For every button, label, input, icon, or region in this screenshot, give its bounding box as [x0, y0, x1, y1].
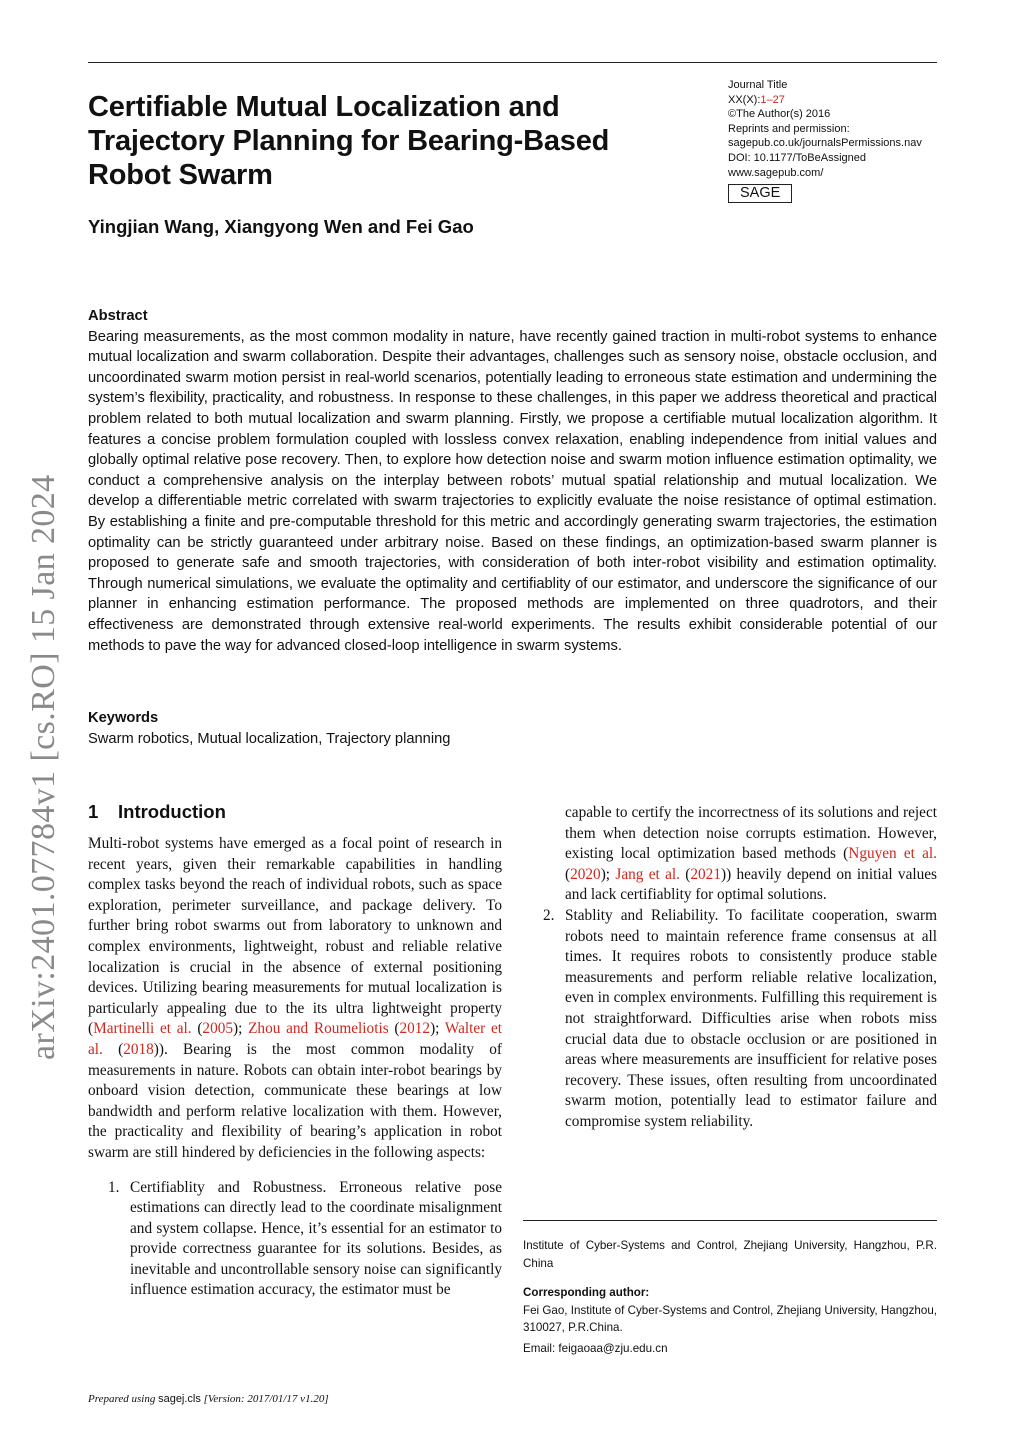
citation-link[interactable]: Jang et al. [615, 865, 680, 883]
list-item-text: Stablity and Reliability. To facilitate cooperation, swarm robots need to maintain reference frame consensus at all times. It requires robots to consistently produce stable measurements and perform reliable relative localization, even in complex environments. Fulfilling this requirement is not straightforward. Difficulties arise when robots miss crucial data due to obstacle occlusion or are positioned in areas where measurements are insufficient for relative poses recovery. These issues, often resulting from uncoordinated swarm motion, potentially lead to estimator failure and compromise system reliability. [565, 906, 937, 1130]
journal-website: www.sagepub.com/ [728, 166, 824, 179]
corresponding-author-email: Email: feigaoaa@zju.edu.cn [523, 1341, 668, 1355]
right-column [523, 803, 937, 1133]
list-marker: 1. [108, 1178, 120, 1196]
list-item-text-part2: ) heavily depend on initial values and lack certifiablity for optimal solutions. [565, 865, 938, 904]
footer-prepared [88, 1393, 329, 1405]
citation-year-link[interactable]: 2005 [202, 1020, 234, 1038]
keywords-section [88, 708, 937, 749]
citation-link[interactable]: Zhou and Roumeliotis [248, 1020, 389, 1038]
deficiency-list-continued [523, 803, 937, 1133]
header-rule [88, 62, 937, 63]
intro-text-part1: Multi-robot systems have emerged as a focal point of research in recent years, given their remarkable capabilities in handling complex tasks beyond the reach of individual robots, such as space exploration, perimeter surveillance, and package delivery. To further bring robot swarms out from laboratory to unknown and complex environments, lightweight, robust and reliable relative localization is crucial in the absence of external positioning devices. Utilizing bearing measurements for mutual localization is particularly appealing due to the its ultra lightweight property ( [88, 835, 502, 1038]
arxiv-stamp: arXiv:2401.07784v1 [cs.RO] 15 Jan 2024 [25, 474, 62, 1060]
journal-name: Journal Title [728, 79, 788, 91]
footer-cls-name: sagej.cls [158, 1393, 201, 1405]
corresponding-author-text: Fei Gao, Institute of Cyber-Systems and Control, Zhejiang University, Hangzhou, 310027, P.R.China. [523, 1303, 937, 1334]
citation-year-link[interactable]: 2020 [570, 865, 601, 883]
list-item [523, 906, 937, 1133]
list-marker: 2. [543, 906, 555, 924]
list-item: capable to certify the incorrectness of its solutions and reject them when detection noise corrupts estimation. However, existing local optimization based methods (Nguyen et al. (2020); Jang et al. (2021)) heavily depend on initial values and lack certifiablity for optimal solutions. [565, 804, 938, 904]
section-title: Introduction [118, 801, 226, 822]
citation-link[interactable]: Nguyen et al. [848, 845, 938, 863]
citation-year-link[interactable]: 2012 [399, 1020, 431, 1038]
journal-reprints-url: sagepub.co.uk/journalsPermissions.nav [728, 137, 922, 150]
journal-doi: DOI: 10.1177/ToBeAssigned [728, 151, 866, 164]
citation-year-link[interactable]: 2018 [123, 1040, 154, 1058]
footnote-rule [523, 1220, 937, 1221]
citation-link[interactable]: Walter et al. [88, 1020, 502, 1058]
paper-authors: Yingjian Wang, Xiangyong Wen and Fei Gao [88, 216, 474, 237]
citation-year-link[interactable]: 2021 [690, 865, 721, 883]
left-column [88, 800, 502, 1301]
abstract-heading: Abstract [88, 308, 148, 324]
corresponding-author-heading: Corresponding author: [523, 1286, 650, 1299]
intro-text-part2: ). Bearing is the most common modality of measurements in nature. Robots can obtain inter-robot bearings by onboard vision detection, communicate these bearings at low bandwidth and perform relative localization with them. However, the practicality and flexibility of bearing’s application in robot swarm are still hindered by deficiencies in the following aspects: [88, 1040, 502, 1161]
journal-reprints-label: Reprints and permission: [728, 122, 850, 135]
journal-copyright: ©The Author(s) 2016 [728, 108, 831, 121]
section-heading-introduction [88, 800, 502, 824]
keywords-heading: Keywords [88, 710, 159, 726]
footer-version: [Version: 2017/01/17 v1.20] [203, 1393, 329, 1405]
list-item-text-part1: capable to certify the incorrectness of its solutions and reject them when detection noise corrupts estimation. However, existing local optimization based methods ( [565, 804, 937, 863]
footer-prefix: Prepared using [88, 1393, 156, 1405]
affiliation-footnote [523, 1237, 937, 1357]
publisher-badge: SAGE [728, 184, 792, 203]
keywords-text: Swarm robotics, Mutual localization, Trajectory planning [88, 730, 451, 747]
deficiency-list [88, 1178, 502, 1302]
intro-paragraph: Multi-robot systems have emerged as a focal point of research in recent years, given their remarkable capabilities in handling complex tasks beyond the reach of individual robots, such as space exploration, perimeter surveillance, and package delivery. To further bring robot swarms out from laboratory to unknown and complex environments, lightweight, robust and reliable relative localization is crucial in the absence of external positioning devices. Utilizing bearing measurements for mutual localization is particularly appealing due to the its ultra lightweight property (Martinelli et al. (2005); Zhou and Roumeliotis (2012); Walter et al. (2018)). Bearing is the most common modality of measurements in nature. Robots can obtain inter-robot bearings by onboard vision detection, communicate these bearings at low bandwidth and perform relative localization with them. However, the practicality and flexibility of bearing’s application in robot swarm are still hindered by deficiencies in the following aspects: [88, 835, 502, 1161]
list-item-text: Certifiablity and Robustness. Erroneous relative pose estimations can directly lead to the coordinate misalignment and system collapse. Hence, it’s essential for an estimator to provide correctness guarantee for its solutions. Besides, as inevitable and uncontrollable sensory noise can significantly influence estimation accuracy, the estimator must be [130, 1178, 502, 1299]
list-item [88, 1178, 502, 1302]
citation-link[interactable]: Martinelli et al. [93, 1020, 192, 1038]
section-number: 1 [88, 801, 99, 822]
journal-info [728, 78, 943, 203]
abstract-text: Bearing measurements, as the most common modality in nature, have recently gained traction in multi-robot systems to enhance mutual localization and swarm collaboration. Despite their advantages, challenges such as sensory noise, obstacle occlusion, and uncoordinated swarm motion persist in real-world scenarios, potentially leading to erroneous state estimation and undermining the system’s flexibility, practicality, and robustness. In response to these challenges, in this paper we address theoretical and practical problem related to both mutual localization and swarm planning. Firstly, we propose a certifiable mutual localization algorithm. It features a concise problem formulation coupled with lossless convex relaxation, enabling independence from initial values and globally optimal relative pose recovery. Then, to explore how detection noise and swarm motion influence estimation optimality, we conduct a comprehensive analysis on the interplay between robots’ mutual spatial relationship and mutual localization. We develop a differentiable metric correlated with swarm trajectories to explicitly evaluate the noise resistance of optimal estimation. By establishing a finite and pre-computable threshold for this metric and accordingly generating swarm trajectories, the estimation optimality can be strictly guaranteed under arbitrary noise. Based on these findings, an optimization-based swarm planner is proposed to generate safe and smooth trajectories, with consideration of both inter-robot visibility and estimation optimality. Through numerical simulations, we evaluate the optimality and certifiablity of our estimator, and underscore the significance of our planner in enhancing estimation performance. The proposed methods are implemented on three quadrotors, and their effectiveness are demonstrated through extensive real-world experiments. The results exhibit considerable potential of our methods to pave the way for advanced closed-loop intelligence in swarm systems. [88, 328, 937, 654]
journal-volume [728, 93, 943, 108]
abstract-section [88, 306, 937, 656]
journal-pages-link[interactable]: 1–27 [760, 93, 785, 106]
paper-title: Certifiable Mutual Localization and Trajectory Planning for Bearing-Based Robot Swarm [88, 91, 610, 191]
affiliation-institute: Institute of Cyber-Systems and Control, Zhejiang University, Hangzhou, P.R. China [523, 1239, 937, 1270]
journal-volume-prefix: XX(X): [728, 93, 761, 106]
